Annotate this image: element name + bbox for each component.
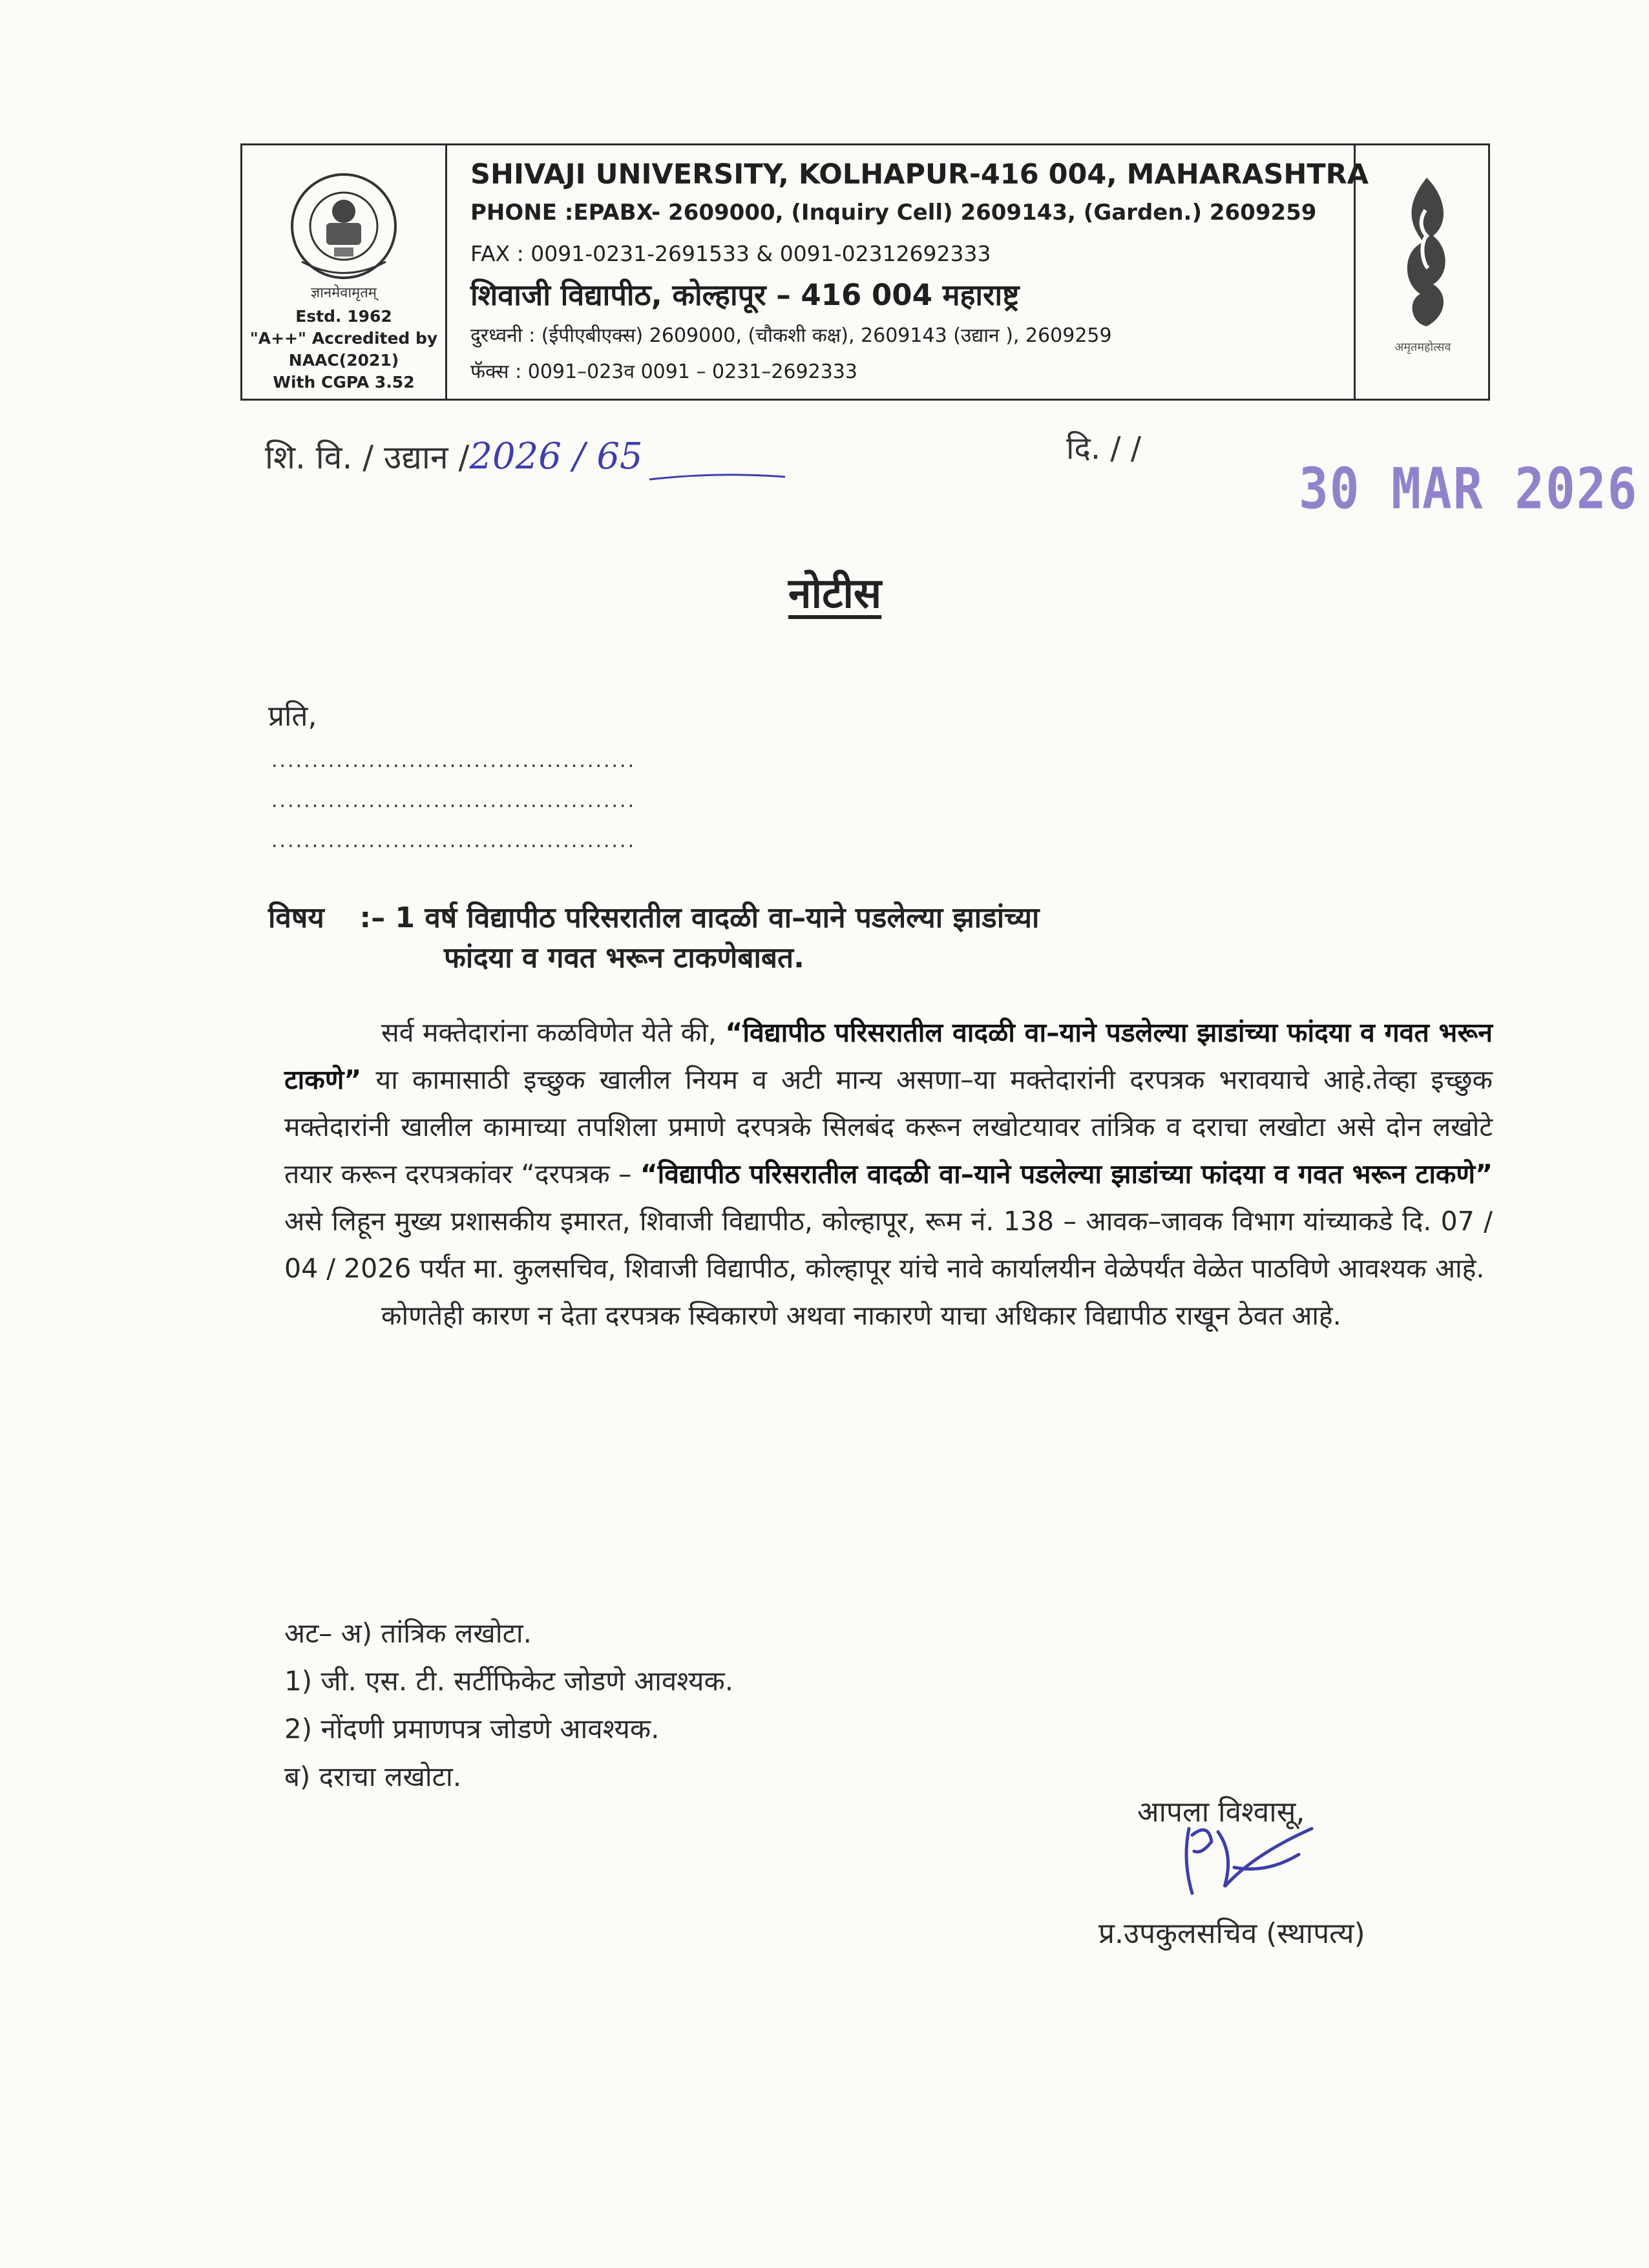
- date-stamp: 30 MAR 2026: [1299, 456, 1639, 522]
- accreditation-line-1: "A++" Accredited by: [249, 329, 438, 348]
- subject-block: [268, 898, 1496, 978]
- addressee-dotted-line-1: .............................................: [271, 750, 636, 772]
- logo-motto: ज्ञानमेवामृतम्: [311, 285, 377, 301]
- reference-handwritten: 2026 / 65: [469, 436, 643, 478]
- designation-text: प्र.उपकुलसचिव (स्थापत्य): [1098, 1917, 1365, 1950]
- subject-text-1: :– 1 वर्ष विद्यापीठ परिसरातील वादळी वा–याने पडलेल्या झाडांच्या: [359, 901, 1040, 934]
- letterhead: [240, 143, 1490, 401]
- addressee-dotted-line-3: .............................................: [271, 830, 636, 852]
- body-p1-envelope-title: “विद्यापीठ परिसरातील वादळी वा–याने पडलेल्या झाडांच्या फांदया व गवत भरून टाकणे”: [640, 1159, 1493, 1190]
- university-name-marathi: शिवाजी विद्यापीठ, कोल्हापूर – 416 004 महाराष्ट्र: [470, 278, 1020, 312]
- body-p1-a: सर्व मक्तेदारांना कळविणेत येते की,: [381, 1017, 726, 1048]
- phone-line: PHONE :EPABX- 2609000, (Inquiry Cell) 2609143, (Garden.) 2609259: [470, 200, 1317, 226]
- signature-mark: [1163, 1816, 1357, 1913]
- accreditation-line-3: With CGPA 3.52: [273, 373, 415, 392]
- reference-prefix: शि. वि. / उद्यान /: [265, 439, 470, 476]
- accreditation-line-2: NAAC(2021): [288, 351, 399, 370]
- date-label: दि. / /: [1066, 430, 1142, 467]
- letterhead-contact-block: [447, 145, 1369, 399]
- estd-text: Estd. 1962: [295, 307, 392, 326]
- enclosure-line-3: 2) नोंदणी प्रमाणपत्र जोडणे आवश्यक.: [284, 1713, 660, 1745]
- university-seal-icon: [289, 171, 399, 281]
- subject-line-1: [268, 898, 1496, 938]
- letterhead-emblem-panel: [1354, 145, 1490, 399]
- body-p1-e: असे लिहून मुख्य प्रशासकीय इमारत, शिवाजी विद्यापीठ, कोल्हापूर, रूम नं. 138 – आवक–जावक विभाग यांच्याकडे दि. 07 / 04 / 2026 पर्यंत मा. कुलसचिव, शिवाजी विद्यापीठ, कोल्हापूर यांचे नावे कार्यालयीन वेळेपर्यंत वेळेत पाठविणे आवश्यक आहे.: [284, 1206, 1493, 1284]
- fax-line: FAX : 0091-0231-2691533 & 0091-02312692333: [470, 241, 991, 266]
- subject-text-2: फांदया व गवत भरून टाकणेबाबत.: [444, 941, 804, 974]
- reference-underline: [646, 470, 788, 483]
- emblem-caption: अमृतमहोत्सव: [1394, 341, 1451, 354]
- body-p1-c: या कामासाठी इच्छुक खालील नियम व अटी मान्य असणा–या मक्तेदारांनी दरपत्रक भरावयाचे आहे.तेव्हा इच्छुक मक्तेदारांनी खालील कामाच्या तपशिला प्रमाणे दरपत्रके सिलबंद करून लखोटयावर तांत्रिक व दराचा लखोटा असे दोन लखोटे तयार करून दरपत्रकांवर “दरपत्रक –: [284, 1064, 1493, 1190]
- university-name: SHIVAJI UNIVERSITY, KOLHAPUR-416 004, MAHARASHTRA: [470, 158, 1369, 191]
- closing-text: आपला विश्वासू,: [1137, 1796, 1305, 1829]
- notice-title: नोटीस: [788, 570, 882, 618]
- subject-label: विषय: [268, 901, 324, 934]
- reference-number: [265, 434, 643, 478]
- body-paragraph-1: [284, 1009, 1493, 1292]
- enclosure-line-2: 1) जी. एस. टी. सर्टीफिकेट जोडणे आवश्यक.: [284, 1665, 734, 1697]
- body-paragraph-2: कोणतेही कारण न देता दरपत्रक स्विकारणे अथवा नाकारणे याचा अधिकार विद्यापीठ राखून ठेवत आहे.: [381, 1300, 1341, 1331]
- letterhead-logo-panel: [242, 145, 447, 399]
- phone-line-marathi: दुरध्वनी : (ईपीएबीएक्स) 2609000, (चौकशी कक्ष), 2609143 (उद्यान ), 2609259: [470, 324, 1112, 347]
- body-p1-work-title: “विद्यापीठ परिसरातील वादळी वा–याने पडलेल्या झाडांच्या फांदया व गवत भरून टाकणे”: [284, 1017, 1493, 1095]
- enclosure-line-1: अट– अ) तांत्रिक लखोटा.: [284, 1617, 532, 1649]
- addressee-dotted-line-2: .............................................: [271, 790, 636, 812]
- addressee-label: प्रति,: [268, 700, 317, 733]
- enclosure-line-4: ब) दराचा लखोटा.: [284, 1761, 462, 1792]
- flame-emblem-icon: [1388, 171, 1459, 333]
- notice-body: [284, 1009, 1493, 1339]
- fax-line-marathi: फॅक्स : 0091–023व 0091 – 0231–2692333: [470, 361, 857, 383]
